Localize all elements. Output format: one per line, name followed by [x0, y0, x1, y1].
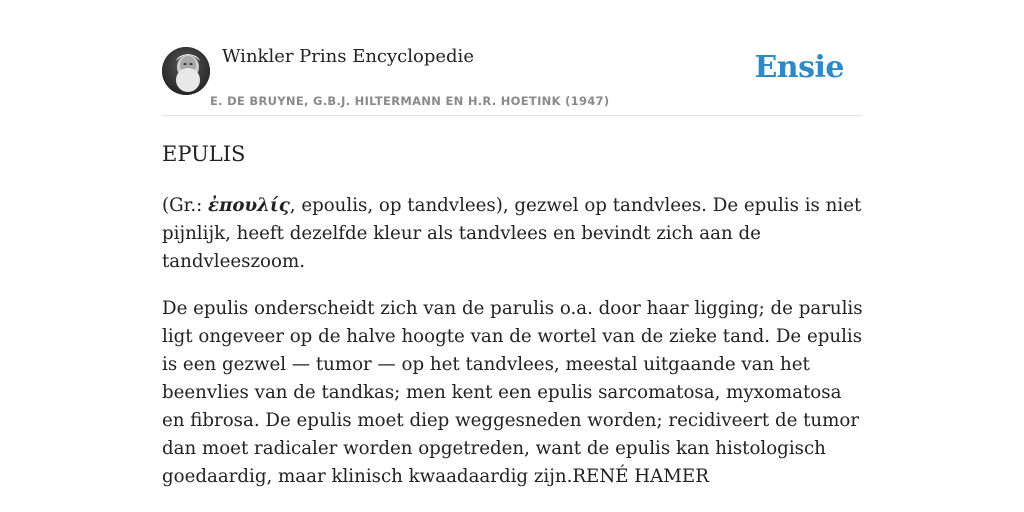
paragraph-1-text: , epoulis, op tandvlees), gezwel op tandvlees. De epulis is niet pijnlijk, heeft dezelfde kleur als tandvlees en bevindt zich aan de tandvleeszoom. — [162, 195, 862, 272]
portrait-photo-icon-graphic — [162, 47, 210, 95]
article-body — [162, 192, 868, 491]
article-paragraph-1 — [162, 192, 868, 276]
site-title[interactable]: Winkler Prins Encyclopedie — [222, 46, 474, 67]
paragraph-1-intro: (Gr.: — [162, 195, 209, 216]
header-divider — [162, 115, 862, 116]
entry-title: EPULIS — [162, 142, 246, 166]
site-header — [162, 46, 862, 116]
brand-logo[interactable]: Ensie — [754, 50, 844, 85]
article-paragraph-2: De epulis onderscheidt zich van de parulis o.a. door haar ligging; de parulis ligt ongeveer op de halve hoogte van de wortel van de zieke tand. De epulis is een gezwel — tumor — op het tandvlees, meestal uitgaande van het beenvlies van de tandkas; men kent een epulis sarcomatosa, myxomatosa en fibrosa. De epulis moet diep weggesneden worden; recidiveert de tumor dan moet radicaler worden opgetreden, want de epulis kan histologisch goedaardig, maar klinisch kwaadaardig zijn.RENÉ HAMER — [162, 298, 863, 487]
authors-line: E. DE BRUYNE, G.B.J. HILTERMANN EN H.R. HOETINK (1947) — [210, 94, 610, 108]
portrait-photo-icon[interactable] — [162, 47, 210, 95]
greek-term: ἐπουλίς — [208, 195, 290, 216]
